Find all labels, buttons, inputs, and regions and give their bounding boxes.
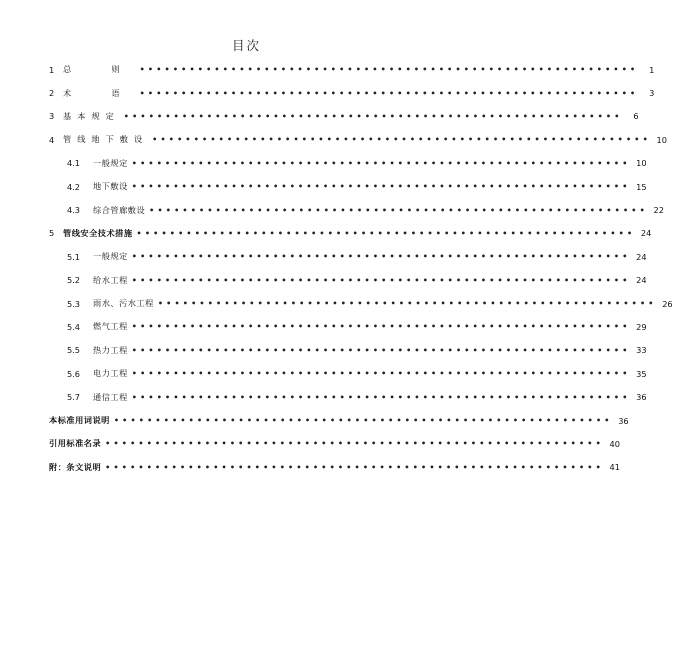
- dot-leader: ••••••••••••••••••••••••••••••••••••••••••••••••••••••••••••: [131, 182, 631, 192]
- dot-leader: ••••••••••••••••••••••••••••••••••••••••••••••••••••••••••••: [131, 369, 631, 379]
- toc-entry-3[interactable]: [49, 105, 639, 128]
- toc-entry-label: 引用标准名录: [49, 438, 102, 449]
- toc-entry-page: 22: [653, 205, 664, 216]
- dot-leader: ••••••••••••••••••••••••••••••••••••••••••••••••••••••••••••: [131, 275, 631, 285]
- toc-entry-5-5[interactable]: [49, 339, 647, 362]
- dot-leader: ••••••••••••••••••••••••••••••••••••••••••••••••••••••••••••: [105, 462, 604, 472]
- dot-leader: ••••••••••••••••••••••••••••••••••••••••••••••••••••••••••••: [131, 392, 631, 402]
- dot-leader: ••••••••••••••••••••••••••••••••••••••••••••••••••••••••••••: [152, 135, 651, 145]
- toc-entry-1[interactable]: [49, 58, 655, 81]
- toc-entry-5-7[interactable]: [49, 385, 647, 408]
- toc-entry-page: 29: [636, 321, 647, 332]
- toc-entry-label: 术 语: [63, 87, 136, 98]
- toc-entry-label: 附：条文说明: [49, 461, 102, 472]
- toc-entry-label: 电力工程: [93, 368, 128, 379]
- toc-entry-page: 41: [609, 462, 620, 473]
- toc-entry-label: 基本规定: [63, 110, 120, 121]
- toc-entry-number: 2: [49, 88, 55, 99]
- toc-entry-label: 本标准用词说明: [49, 415, 110, 426]
- toc-entry-number: 5.2: [67, 275, 81, 286]
- table-of-contents: [49, 58, 673, 479]
- toc-entry-page: 15: [636, 181, 647, 192]
- toc-entry-page: 24: [636, 251, 647, 262]
- toc-entry-number: 5.5: [67, 345, 81, 356]
- toc-entry-page: 10: [636, 158, 647, 169]
- toc-entry-page: 3: [649, 88, 655, 99]
- dot-leader: ••••••••••••••••••••••••••••••••••••••••••••••••••••••••••••: [131, 322, 631, 332]
- toc-entry-terms-explanation[interactable]: [49, 409, 629, 432]
- toc-entry-4-2[interactable]: [49, 175, 647, 198]
- toc-entry-page: 10: [656, 134, 667, 145]
- toc-entry-number: 4.1: [67, 158, 81, 169]
- dot-leader: ••••••••••••••••••••••••••••••••••••••••••••••••••••••••••••: [136, 228, 636, 238]
- toc-entry-2[interactable]: [49, 81, 655, 104]
- toc-entry-label: 一般规定: [93, 251, 128, 262]
- toc-entry-4[interactable]: [49, 128, 667, 151]
- toc-entry-label: 综合管廊敷设: [93, 204, 146, 215]
- dot-leader: ••••••••••••••••••••••••••••••••••••••••••••••••••••••••••••: [157, 299, 657, 309]
- toc-entry-4-1[interactable]: [49, 152, 647, 175]
- toc-entry-appendix[interactable]: [49, 456, 620, 479]
- toc-entry-referenced-standards[interactable]: [49, 432, 620, 455]
- dot-leader: ••••••••••••••••••••••••••••••••••••••••••••••••••••••••••••: [131, 345, 631, 355]
- toc-entry-5[interactable]: [49, 222, 652, 245]
- toc-entry-number: 5.7: [67, 392, 81, 403]
- toc-entry-number: 5.3: [67, 298, 81, 309]
- toc-entry-page: 26: [662, 298, 673, 309]
- toc-entry-number: 5.4: [67, 321, 81, 332]
- toc-entry-4-3[interactable]: [49, 198, 664, 221]
- toc-entry-page: 33: [636, 345, 647, 356]
- toc-entry-5-3[interactable]: [49, 292, 673, 315]
- toc-entry-5-2[interactable]: [49, 269, 647, 292]
- toc-entry-number: 4.2: [67, 181, 81, 192]
- toc-entry-5-4[interactable]: [49, 315, 647, 338]
- toc-entry-page: 6: [633, 111, 639, 122]
- toc-entry-label: 雨水、污水工程: [93, 298, 154, 309]
- toc-entry-number: 5: [49, 228, 55, 239]
- toc-entry-label: 热力工程: [93, 344, 128, 355]
- toc-entry-number: 4.3: [67, 205, 81, 216]
- dot-leader: ••••••••••••••••••••••••••••••••••••••••••••••••••••••••••••: [113, 416, 613, 426]
- toc-entry-number: 5.6: [67, 368, 81, 379]
- toc-entry-page: 1: [649, 64, 655, 75]
- toc-entry-number: 4: [49, 134, 55, 145]
- toc-entry-label: 管线地下敷设: [63, 134, 149, 145]
- toc-entry-label: 一般规定: [93, 157, 128, 168]
- dot-leader: ••••••••••••••••••••••••••••••••••••••••••••••••••••••••••••: [105, 439, 604, 449]
- toc-entry-5-6[interactable]: [49, 362, 647, 385]
- toc-entry-number: 3: [49, 111, 55, 122]
- toc-entry-page: 36: [618, 415, 629, 426]
- toc-entry-number: 1: [49, 64, 55, 75]
- page-title: 目次: [231, 38, 261, 53]
- toc-entry-label: 燃气工程: [93, 321, 128, 332]
- toc-entry-label: 地下敷设: [93, 181, 128, 192]
- toc-entry-label: 总 则: [63, 64, 136, 75]
- toc-entry-page: 24: [640, 228, 652, 239]
- toc-entry-number: 5.1: [67, 251, 81, 262]
- toc-entry-page: 40: [609, 438, 620, 449]
- toc-entry-label: 给水工程: [93, 274, 128, 285]
- toc-entry-5-1[interactable]: [49, 245, 647, 268]
- toc-entry-label: 通信工程: [93, 391, 128, 402]
- dot-leader: ••••••••••••••••••••••••••••••••••••••••••••••••••••••••••••: [123, 111, 623, 121]
- dot-leader: ••••••••••••••••••••••••••••••••••••••••••••••••••••••••••••: [139, 88, 639, 98]
- dot-leader: ••••••••••••••••••••••••••••••••••••••••••••••••••••••••••••: [131, 252, 631, 262]
- dot-leader: ••••••••••••••••••••••••••••••••••••••••••••••••••••••••••••: [131, 158, 631, 168]
- toc-entry-label: 管线安全技术措施: [63, 227, 133, 238]
- dot-leader: ••••••••••••••••••••••••••••••••••••••••••••••••••••••••••••: [139, 65, 639, 75]
- toc-entry-page: 35: [636, 368, 647, 379]
- toc-entry-page: 36: [636, 392, 647, 403]
- dot-leader: ••••••••••••••••••••••••••••••••••••••••••••••••••••••••••••: [149, 205, 648, 215]
- toc-entry-page: 24: [636, 275, 647, 286]
